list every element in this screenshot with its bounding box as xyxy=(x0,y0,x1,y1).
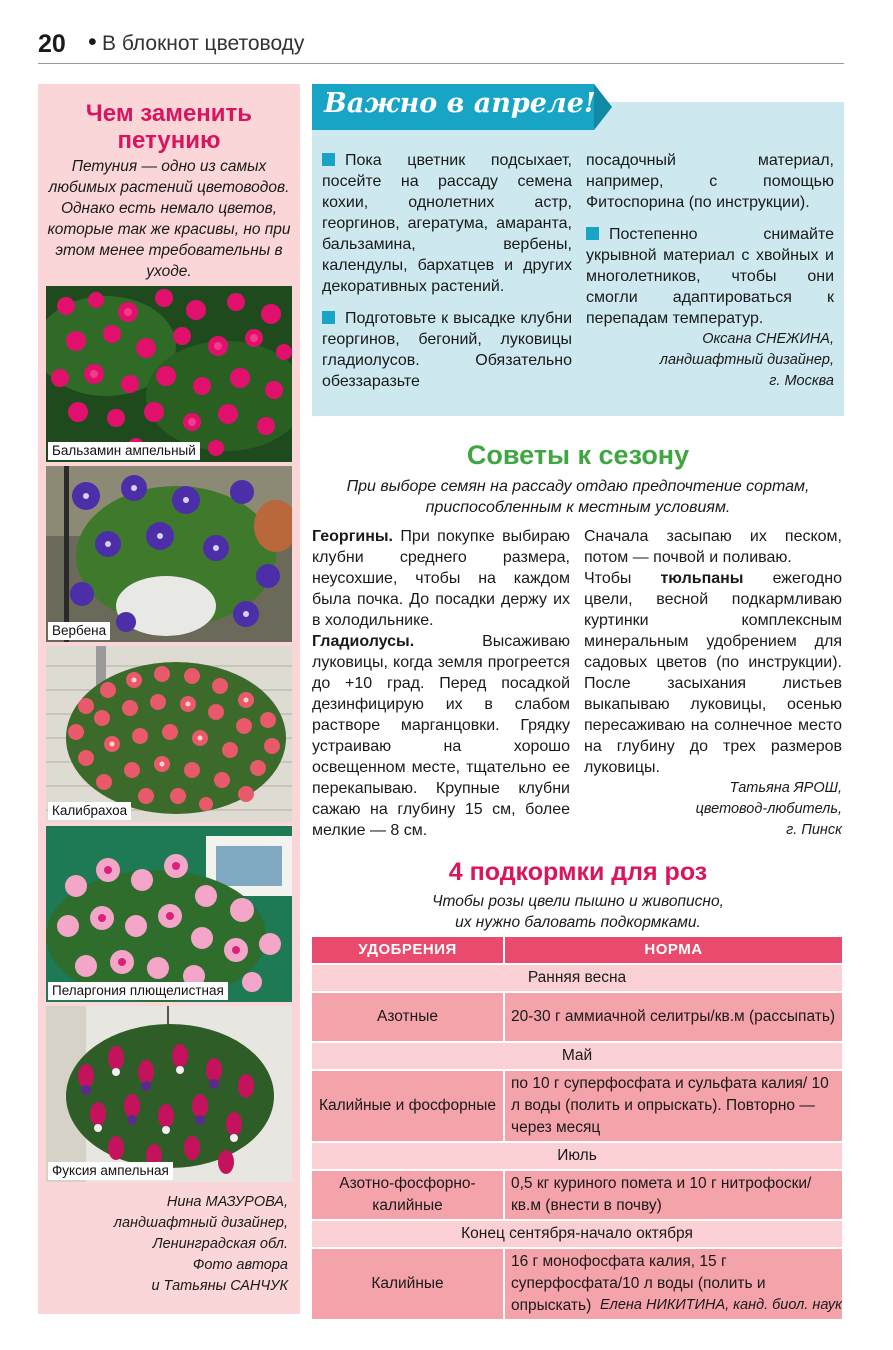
table-row-period: Конец сентября-начало октября xyxy=(312,1220,842,1248)
petunia-sidebar xyxy=(38,84,300,1314)
photo-caption: Вербена xyxy=(48,622,110,640)
bullet-square-icon xyxy=(322,311,335,324)
table-row-period: Май xyxy=(312,1042,842,1070)
header-separator: • xyxy=(88,28,97,56)
page-header xyxy=(38,28,844,64)
photo-caption: Бальзамин ампельный xyxy=(48,442,200,460)
tips-signature: Татьяна ЯРОШ, цветовод-любитель, г. Пинск xyxy=(695,780,842,838)
table-header-row xyxy=(312,937,842,964)
tips-column-right: Сначала засыпаю их песком, потом — почвой и поливаю. Чтобы тюльпаны ежегодно цвели, весной подкармливаю куртинки комплексным минеральным удобрением для садовых цветов (по инструкции). После засыхания листьев выкапываю луковицы, осенью пересаживаю на солнечное место на глубину до трех размеров луковицы. Татьяна ЯРОШ, цветовод-любитель, г. Пинск xyxy=(584,526,842,841)
table-row: Калийные и фосфорные по 10 г суперфосфата и сульфата калия/ 10 л воды (полить и опрыскать). Повторно — через месяц xyxy=(312,1070,842,1142)
april-column-left: Пока цветник подсыхает, посейте на рассаду семена кохии, однолетних астр, георгинов, агератума, амаранта, бальзамина, вербены, календулы, бархатцев и других декоративных растений. Подготовьте к высадке клубни георгинов, бегоний, луковицы гладиолусов. Обязательно обеззаразьте xyxy=(322,152,572,390)
tips-column-left: Георгины. При покупке выбираю клубни среднего размера, неусохшие, чтобы на каждом была почка. До посадки держу их в холодильнике. Гладиолусы. Высаживаю луковицы, когда земля прогреется до +10 град. Перед посадкой дезинфицирую их в слабом растворе марганцовки. Грядку устраиваю на хорошо освещенном месте, тщательно ее перекапываю. Крупные клубни сажаю на глубину 15 см, более мелкие — 8 см. xyxy=(312,528,570,839)
photo-pelargonium xyxy=(46,826,292,1002)
table-header-fertilizer: УДОБРЕНИЯ xyxy=(312,937,504,964)
roses-feeding-table xyxy=(312,937,842,1319)
photo-verbena xyxy=(46,466,292,642)
page-number: 20 xyxy=(38,30,66,58)
table-row: Азотные 20-30 г аммиачной селитры/кв.м (рассыпать) xyxy=(312,992,842,1042)
photo-fuchsia xyxy=(46,1006,292,1182)
roses-title: 4 подкормки для роз xyxy=(448,858,708,886)
tips-bold-dahlias: Георгины. xyxy=(312,528,393,545)
roses-credit: Елена НИКИТИНА, канд. биол. наук xyxy=(600,1297,842,1313)
photo-caption: Калибрахоа xyxy=(48,802,131,820)
roses-subtitle: Чтобы розы цвели пышно и живописно, их нужно баловать подкормками. xyxy=(432,893,724,931)
sidebar-credit: Нина МАЗУРОВА, ландшафтный дизайнер, Ленинградская обл. Фото автора и Татьяны САНЧУК xyxy=(113,1194,288,1294)
tips-bold-gladiolus: Гладиолусы. xyxy=(312,633,415,650)
photo-balsam xyxy=(46,286,292,462)
sidebar-title: Чем заменить петунию xyxy=(85,100,253,154)
april-banner xyxy=(312,84,612,130)
sidebar-intro: Петуния — одно из самых любимых растений цветоводов. Однако есть немало цветов, которые так же красивы, но при этом менее требовательны в уходе. xyxy=(47,158,291,280)
april-signature: Оксана СНЕЖИНА, ландшафтный дизайнер, г. Москва xyxy=(659,331,834,389)
tips-bold-tulips: тюльпаны xyxy=(660,570,744,587)
table-header-norm: НОРМА xyxy=(504,937,842,964)
april-banner-text: Важно в апреле! xyxy=(324,88,596,119)
photo-calibrachoa xyxy=(46,646,292,822)
table-row: Азотно-фосфорно-калийные 0,5 кг куриного помета и 10 г нитрофоски/ кв.м (внести в почву) xyxy=(312,1170,842,1220)
tips-title: Советы к сезону xyxy=(466,440,690,470)
bullet-square-icon xyxy=(322,153,335,166)
table-row: Калийные 16 г монофосфата калия, 15 г суперфосфата/10 л воды (полить и опрыскать) xyxy=(312,1248,842,1319)
table-row-period: Июль xyxy=(312,1142,842,1170)
photo-caption: Пеларгония плющелистная xyxy=(48,982,228,1000)
section-title: В блокнот цветоводу xyxy=(102,32,305,55)
bullet-square-icon xyxy=(586,227,599,240)
tips-subtitle: При выборе семян на рассаду отдаю предпочтение сортам, приспособленным к местным условиям. xyxy=(346,478,810,516)
photo-caption: Фуксия ампельная xyxy=(48,1162,173,1180)
table-row-period: Ранняя весна xyxy=(312,964,842,992)
april-column-right: посадочный материал, например, с помощью Фитоспорина (по инструкции). Постепенно снимайте укрывной материал с хвойных и многолетников, чтобы они смогли адаптироваться к перепадам температур. Оксана СНЕЖИНА, ландшафтный дизайнер, г. Москва xyxy=(586,150,834,392)
